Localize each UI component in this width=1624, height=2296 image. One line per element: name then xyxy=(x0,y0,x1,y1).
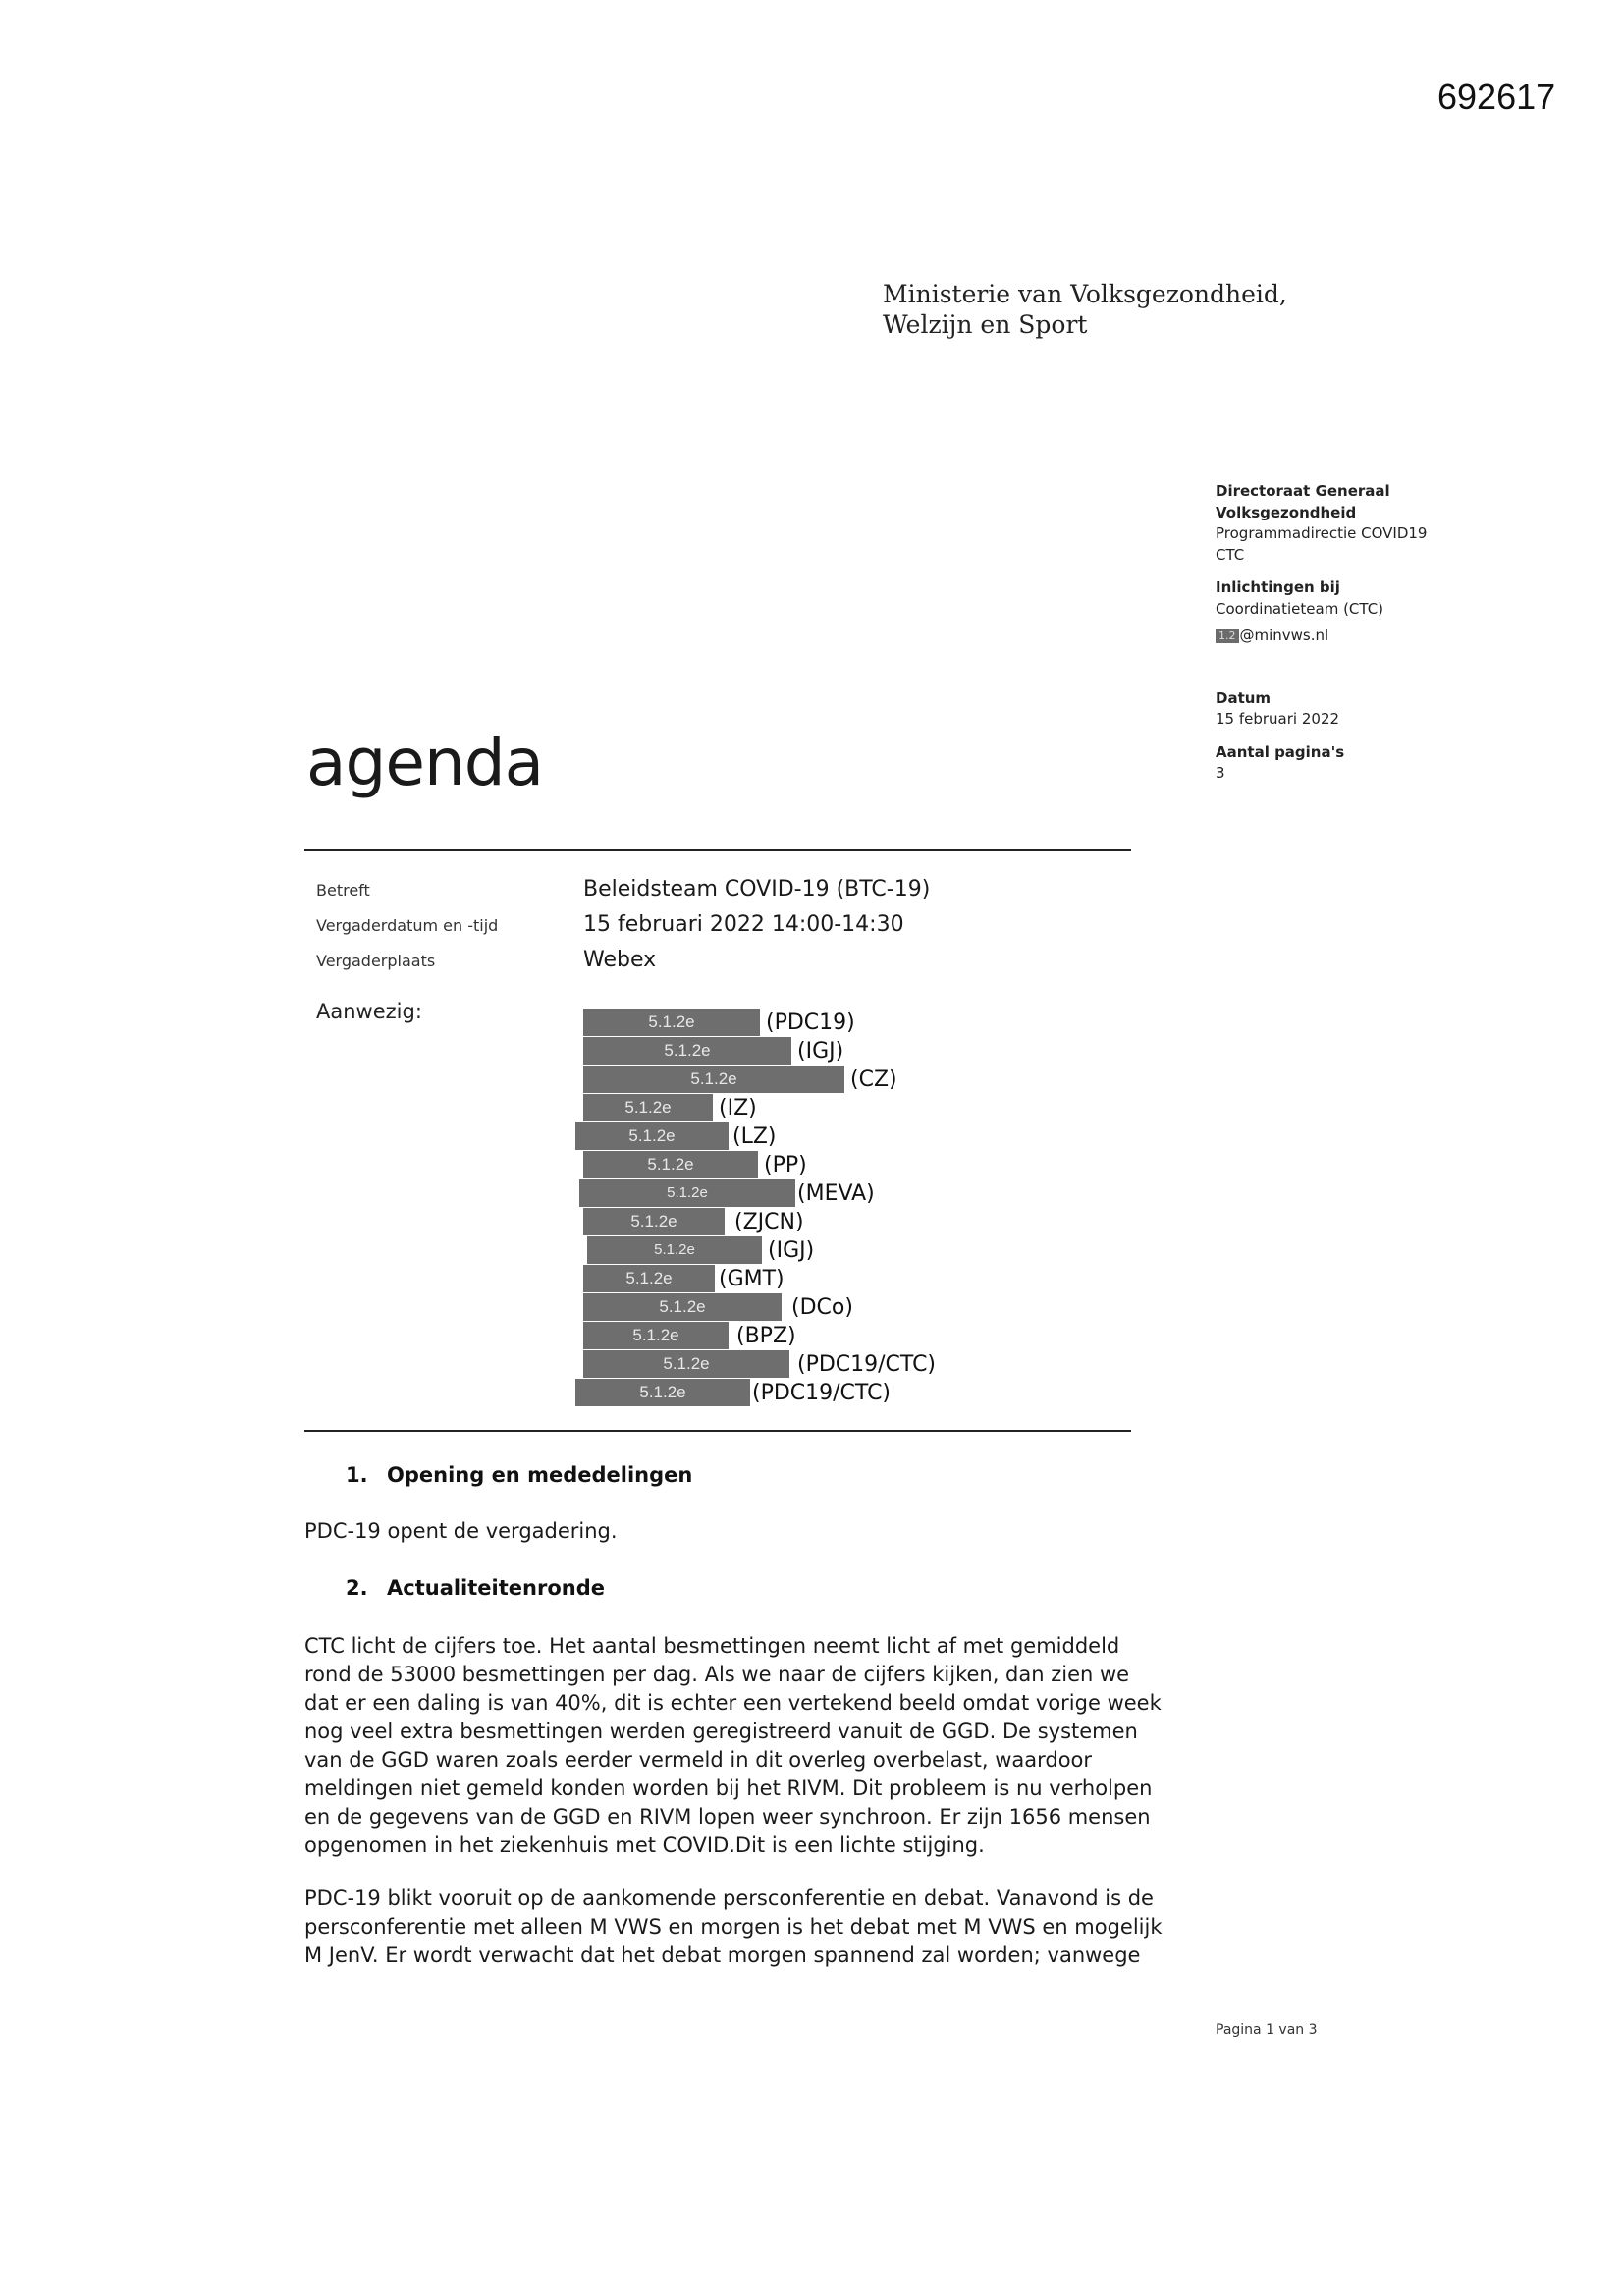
redaction-bar: 5.1.2e xyxy=(583,1094,713,1121)
divider-bottom xyxy=(304,1430,1131,1432)
ministry-line-2: Welzijn en Sport xyxy=(883,310,1088,339)
redaction-bar: 5.1.2e xyxy=(587,1236,762,1264)
redaction-bar: 5.1.2e xyxy=(583,1322,729,1349)
email-line xyxy=(1216,626,1510,647)
section-1-heading xyxy=(346,1463,692,1487)
paragraph-line: rond de 53000 besmettingen per dag. Als we naar de cijfers kijken, dan zien we xyxy=(304,1663,1130,1686)
redaction-bar: 5.1.2e xyxy=(583,1066,844,1093)
sidebar-organisation xyxy=(1216,481,1510,566)
attendee-org: (PDC19/CTC) xyxy=(797,1352,937,1377)
paragraph-line: M JenV. Er wordt verwacht dat het debat morgen spannend zal worden; vanwege xyxy=(304,1943,1141,1967)
meta-label-datum: Vergaderdatum en -tijd xyxy=(316,916,499,935)
ministry-line-1: Ministerie van Volksgezondheid, xyxy=(883,280,1287,308)
redaction-bar: 5.1.2e xyxy=(575,1122,729,1150)
meta-value-plaats: Webex xyxy=(583,948,657,972)
paragraph-line: PDC-19 blikt vooruit op de aankomende persconferentie en debat. Vanavond is de xyxy=(304,1886,1154,1910)
redaction-bar: 5.1.2e xyxy=(583,1265,715,1292)
email-redaction: 1.2 xyxy=(1216,629,1239,643)
paragraph-line: en de gegevens van de GGD en RIVM lopen weer synchroon. Er zijn 1656 mensen xyxy=(304,1805,1151,1829)
attendee-org: (BPZ) xyxy=(736,1324,796,1348)
meta-value-betreft: Beleidsteam COVID-19 (BTC-19) xyxy=(583,877,931,902)
paragraph-line: dat er een daling is van 40%, dit is echter een vertekend beeld omdat vorige week xyxy=(304,1691,1162,1715)
org-line-2: Volksgezondheid xyxy=(1216,503,1357,521)
redaction-bar: 5.1.2e xyxy=(583,1151,758,1178)
sidebar-pages xyxy=(1216,742,1510,785)
meta-label-plaats: Vergaderplaats xyxy=(316,952,436,970)
pages-value: 3 xyxy=(1216,764,1225,782)
pages-label: Aantal pagina's xyxy=(1216,742,1345,761)
info-label: Inlichtingen bij xyxy=(1216,578,1340,596)
section-2-paragraph-2 xyxy=(304,1885,1198,1970)
org-line-3: Programmadirectie COVID19 xyxy=(1216,524,1428,542)
paragraph-line: opgenomen in het ziekenhuis met COVID.Dit is een lichte stijging. xyxy=(304,1833,985,1857)
email-domain: @minvws.nl xyxy=(1239,627,1329,644)
redaction-bar: 5.1.2e xyxy=(583,1350,789,1378)
section-1-text: PDC-19 opent de vergadering. xyxy=(304,1519,618,1543)
page-footer: Pagina 1 van 3 xyxy=(1216,2022,1318,2038)
attendee-org: (MEVA) xyxy=(797,1181,875,1206)
attendee-org: (PP) xyxy=(764,1153,807,1177)
sidebar-contact xyxy=(1216,577,1510,647)
redaction-bar: 5.1.2e xyxy=(579,1179,795,1207)
attendee-org: (ZJCN) xyxy=(734,1210,804,1234)
sidebar-info xyxy=(1216,481,1510,796)
attendee-org: (DCo) xyxy=(791,1295,853,1320)
attendee-org: (PDC19/CTC) xyxy=(752,1381,892,1405)
paragraph-line: meldingen niet gemeld konden worden bij het RIVM. Dit probleem is nu verholpen xyxy=(304,1777,1153,1800)
section-2-heading xyxy=(346,1576,605,1600)
org-line-4: CTC xyxy=(1216,545,1245,564)
redaction-bar: 5.1.2e xyxy=(583,1293,782,1321)
section-2-paragraph-1 xyxy=(304,1632,1198,1860)
section-2-number: 2. xyxy=(346,1576,368,1600)
redaction-bar: 5.1.2e xyxy=(583,1009,760,1036)
page-title: agenda xyxy=(306,725,544,800)
attendee-org: (PDC19) xyxy=(766,1011,855,1035)
document-number: 692617 xyxy=(1437,77,1556,117)
redaction-bar: 5.1.2e xyxy=(583,1037,791,1065)
attendee-org: (CZ) xyxy=(850,1067,897,1092)
attendee-org: (IGJ) xyxy=(797,1039,844,1064)
meta-value-datum: 15 februari 2022 14:00-14:30 xyxy=(583,912,904,937)
section-2-title: Actualiteitenronde xyxy=(387,1576,605,1600)
paragraph-line: persconferentie met alleen M VWS en morgen is het debat met M VWS en mogelijk xyxy=(304,1915,1163,1939)
paragraph-line: van de GGD waren zoals eerder vermeld in dit overleg overbelast, waardoor xyxy=(304,1748,1093,1772)
info-value: Coordinatieteam (CTC) xyxy=(1216,599,1384,618)
paragraph-line: nog veel extra besmettingen werden geregistreerd vanuit de GGD. De systemen xyxy=(304,1720,1138,1743)
sidebar-date xyxy=(1216,688,1510,731)
meta-label-betreft: Betreft xyxy=(316,881,370,900)
paragraph-line: CTC licht de cijfers toe. Het aantal besmettingen neemt licht af met gemiddeld xyxy=(304,1634,1120,1658)
attendee-org: (IGJ) xyxy=(768,1238,815,1263)
divider-top xyxy=(304,849,1131,851)
datum-label: Datum xyxy=(1216,688,1272,707)
ministry-logo-text xyxy=(883,279,1287,340)
attendee-org: (GMT) xyxy=(719,1267,785,1291)
attendees-label: Aanwezig: xyxy=(316,1000,422,1023)
section-1-title: Opening en mededelingen xyxy=(387,1463,693,1487)
redaction-bar: 5.1.2e xyxy=(575,1379,750,1406)
attendee-org: (IZ) xyxy=(719,1096,757,1121)
org-line-1: Directoraat Generaal xyxy=(1216,482,1390,500)
redaction-bar: 5.1.2e xyxy=(583,1208,725,1235)
datum-value: 15 februari 2022 xyxy=(1216,710,1340,728)
section-1-number: 1. xyxy=(346,1463,368,1487)
attendee-org: (LZ) xyxy=(732,1124,777,1149)
